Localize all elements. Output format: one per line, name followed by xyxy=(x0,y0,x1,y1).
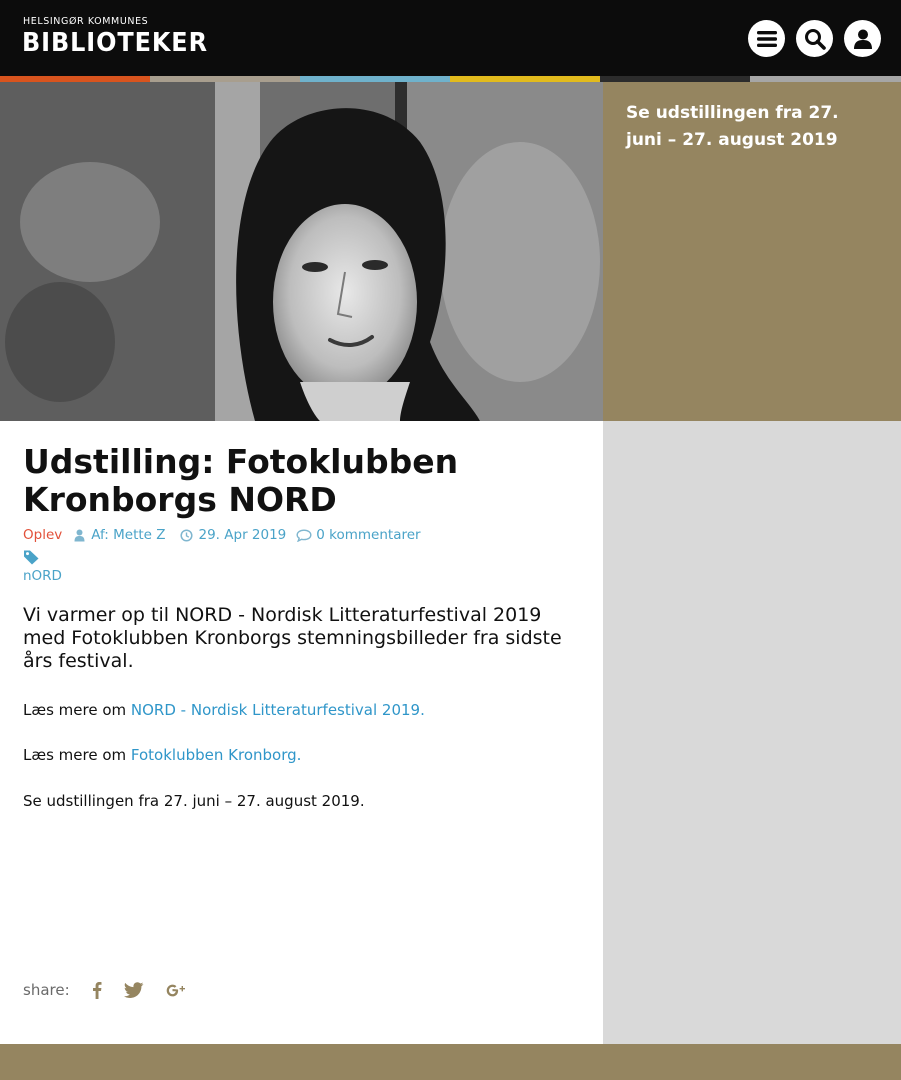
google-plus-icon[interactable] xyxy=(166,982,186,998)
user-button[interactable] xyxy=(844,20,881,57)
share-bar xyxy=(23,981,208,999)
post-date: 29. Apr 2019 xyxy=(198,527,287,543)
site-header xyxy=(0,0,901,76)
logo-library[interactable]: BIBLIOTEKER xyxy=(22,28,208,58)
nord-festival-link[interactable]: NORD - Nordisk Litteraturfestival 2019. xyxy=(130,701,425,719)
hero-photo xyxy=(0,82,603,421)
clock-icon xyxy=(180,529,193,542)
comment-icon xyxy=(296,529,312,542)
tag-link[interactable]: nORD xyxy=(23,568,62,584)
sidebar-panel xyxy=(603,421,901,1044)
user-icon xyxy=(74,529,85,542)
paragraph-text: Læs mere om xyxy=(23,701,131,719)
logo-municipality: HELSINGØR KOMMUNES xyxy=(23,16,149,27)
twitter-icon[interactable] xyxy=(124,982,144,998)
facebook-icon[interactable] xyxy=(92,981,102,999)
paragraph-text: Læs mere om xyxy=(23,746,131,764)
search-icon xyxy=(804,28,826,50)
article-paragraph xyxy=(23,746,301,764)
search-button[interactable] xyxy=(796,20,833,57)
share-label: share: xyxy=(23,981,70,999)
menu-icon xyxy=(756,30,778,48)
article-lead: Vi varmer op til NORD - Nordisk Litteraturfestival 2019 med Fotoklubben Kronborgs stemningsbilleder fra sidste års festival. xyxy=(23,604,562,672)
comments-link[interactable]: 0 kommentarer xyxy=(316,527,421,543)
article-meta xyxy=(23,527,421,543)
site-footer xyxy=(0,1044,901,1080)
exhibition-info-box xyxy=(603,82,901,421)
menu-button[interactable] xyxy=(748,20,785,57)
category-link[interactable]: Oplev xyxy=(23,527,63,543)
article-title: Udstilling: Fotoklubben Kronborgs NORD xyxy=(23,442,459,519)
user-icon xyxy=(852,28,874,50)
article-paragraph xyxy=(23,701,425,719)
exhibition-dates: Se udstillingen fra 27. juni – 27. august 2019 xyxy=(626,103,839,150)
article-paragraph: Se udstillingen fra 27. juni – 27. august 2019. xyxy=(23,792,365,810)
tag-icon xyxy=(23,549,40,569)
fotoklubben-link[interactable]: Fotoklubben Kronborg. xyxy=(130,746,302,764)
author-link[interactable]: Af: Mette Z xyxy=(91,527,166,543)
